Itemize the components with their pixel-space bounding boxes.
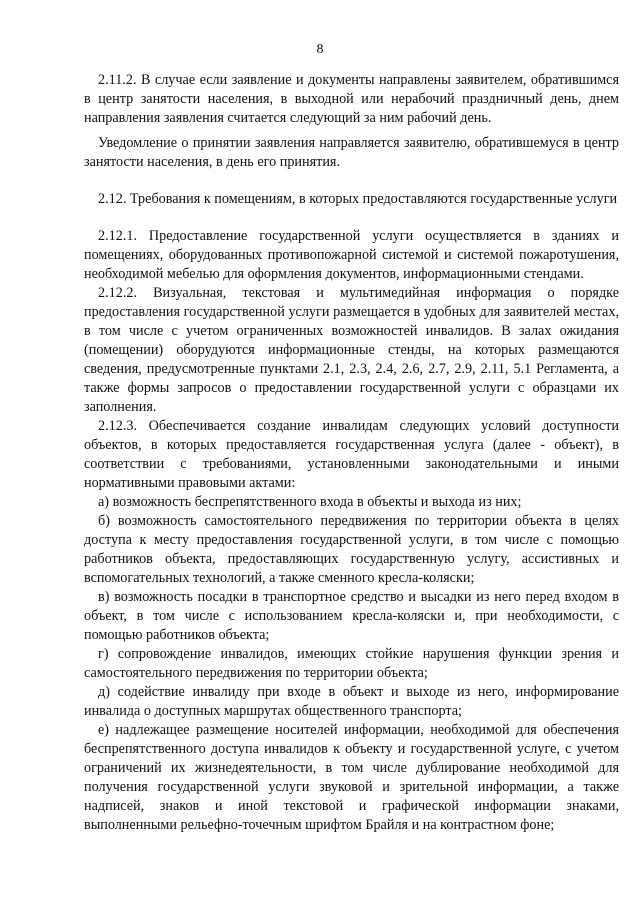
paragraph-notification: Уведомление о принятии заявления направляется заявителю, обратившемуся в центр занятости населения, в день его принятия. xyxy=(84,135,619,170)
list-item-d: д) содействие инвалиду при входе в объект и выходе из него, информирование инвалида о доступных маршрутах общественного транспорта; xyxy=(84,684,619,719)
page-number: 8 xyxy=(316,42,324,57)
paragraph-2-11-2: 2.11.2. В случае если заявление и документы направлены заявителем, обратившимся в центр занятости населения, в выходной или нерабочий праздничный день, днем направления заявления считается следующий за ним рабочий день. xyxy=(84,72,619,126)
paragraph-2-12-1: 2.12.1. Предоставление государственной услуги осуществляется в зданиях и помещениях, оборудованных противопожарной системой и системой пожаротушения, необходимой мебелью для оформления документов, информационными стендами. xyxy=(84,228,619,282)
list-item-v: в) возможность посадки в транспортное средство и высадки из него перед входом в объект, в том числе с использованием кресла-коляски и, при необходимости, с помощью работников объекта; xyxy=(84,589,619,643)
list-item-e: е) надлежащее размещение носителей информации, необходимой для обеспечения беспрепятственного доступа инвалидов к объекту и государственной услуге, с учетом ограничений их жизнедеятельности, в том числе дублирование необходимой для получения государственной услуги звуковой и зрительной информации, а также надписей, знаков и иной текстовой и графической информации знаками, выполненными рельефно-точечным шрифтом Брайля и на контрастном фоне; xyxy=(84,722,619,833)
document-body xyxy=(84,71,619,835)
list-item-a: а) возможность беспрепятственного входа в объекты и выхода из них; xyxy=(98,494,522,510)
list-item-b: б) возможность самостоятельного передвижения по территории объекта в целях доступа к месту предоставления государственной услуги, в том числе с помощью работников объекта, предоставляющих государственную услугу, ассистивных и вспомогательных технологий, а также сменного кресла-коляски; xyxy=(84,513,619,586)
paragraph-2-12-3: 2.12.3. Обеспечивается создание инвалидам следующих условий доступности объектов, в которых предоставляется государственная услуга (далее - объект), в соответствии с требованиями, установленными законодательными и иными нормативными правовыми актами: xyxy=(84,418,619,491)
section-heading-2-12: 2.12. Требования к помещениям, в которых предоставляются государственные услуги xyxy=(98,191,618,207)
paragraph-2-12-2: 2.12.2. Визуальная, текстовая и мультимедийная информация о порядке предоставления государственной услуги размещается в удобных для заявителей местах, в том числе с учетом ограниченных возможностей инвалидов. В залах ожидания (помещении) оборудуются информационные стенды, на которых размещаются сведения, предусмотренные пунктами 2.1, 2.3, 2.4, 2.6, 2.7, 2.9, 2.11, 5.1 Регламента, а также формы запросов о предоставлении государственной услуги с образцами их заполнения. xyxy=(84,285,619,415)
list-item-g: г) сопровождение инвалидов, имеющих стойкие нарушения функции зрения и самостоятельного передвижения по территории объекта; xyxy=(84,646,619,681)
